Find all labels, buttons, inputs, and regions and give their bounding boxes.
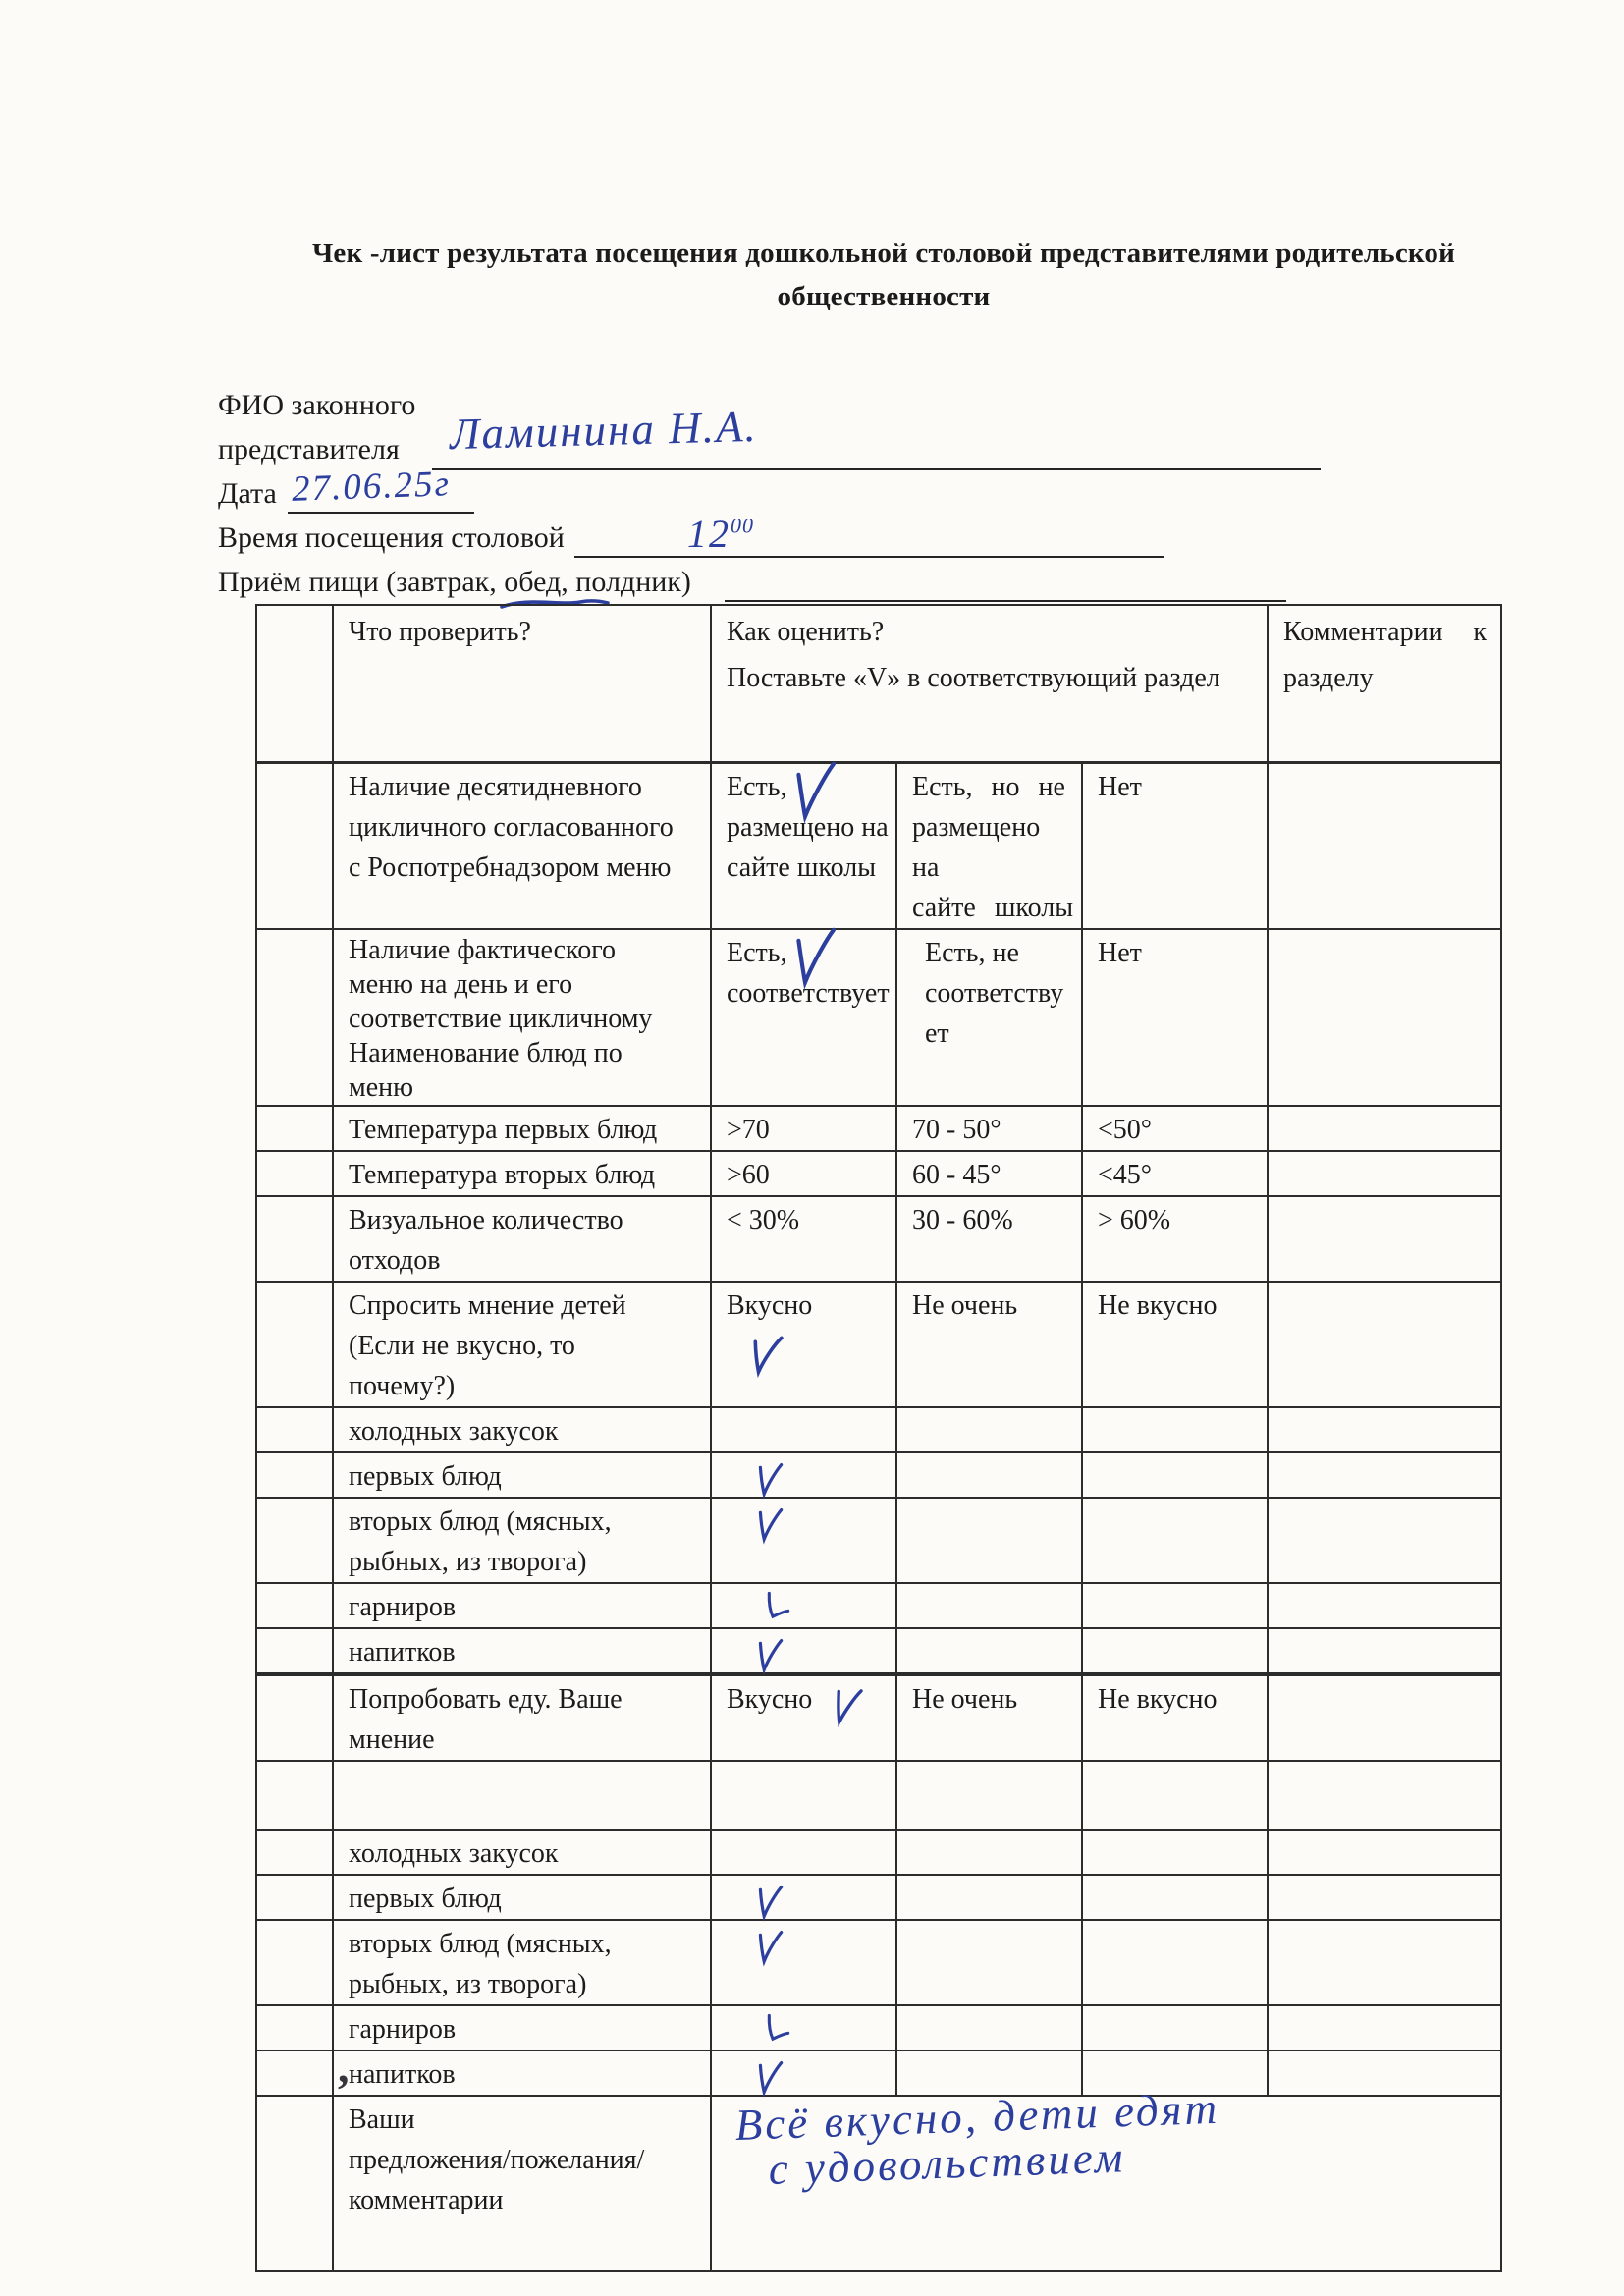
option-cell-opt1 <box>711 1407 896 1452</box>
row-label-cell <box>333 2005 711 2050</box>
option-cell-opt2 <box>896 762 1082 929</box>
cell-text-line: комментарии <box>349 2184 504 2215</box>
fio-label-line1: ФИО законного <box>218 389 416 421</box>
option-cell-opt3 <box>1082 1674 1268 1761</box>
cell-text-line: почему?) <box>349 1370 456 1401</box>
option-cell-opt3 <box>1082 1106 1268 1151</box>
option-cell-opt3 <box>1082 1761 1268 1830</box>
option-cell-opt1 <box>711 1106 896 1151</box>
table-row <box>256 1106 1501 1151</box>
time-label: Время посещения столовой <box>218 521 565 554</box>
option-cell-opt3 <box>1082 1498 1268 1583</box>
row-label-cell <box>333 1761 711 1830</box>
row-index-cell <box>256 1875 333 1920</box>
checkmark-icon <box>758 2011 792 2051</box>
row-index-cell <box>256 1761 333 1830</box>
cell-text-line: отходов <box>349 1244 441 1276</box>
checkmark-icon <box>744 1323 787 1385</box>
comment-cell <box>1268 929 1501 1106</box>
cell-text-line: соответствие цикличному <box>349 1003 653 1034</box>
cell-text-line: цикличного согласованного <box>349 811 674 843</box>
date-handwritten-value: 27.06.25г <box>291 464 452 510</box>
table-row <box>256 2096 1501 2271</box>
option-cell-opt1 <box>711 1674 896 1761</box>
meal-label <box>218 566 691 599</box>
cell-text-line: < 30% <box>727 1204 800 1235</box>
cell-text-line: Наименование блюд по <box>349 1037 623 1068</box>
comment-cell <box>1268 1628 1501 1674</box>
cell-text-line: Спросить мнение детей <box>349 1289 626 1321</box>
row-label-cell <box>333 1920 711 2005</box>
table-row <box>256 1583 1501 1628</box>
cell-text-line: предложения/пожелания/ <box>349 2144 645 2175</box>
comment-cell <box>1268 1452 1501 1498</box>
option-cell-opt3 <box>1082 1920 1268 2005</box>
row-label-cell <box>333 2050 711 2096</box>
option-cell-opt2 <box>896 1920 1082 2005</box>
table-row <box>256 1875 1501 1920</box>
row-label-cell <box>333 1196 711 1282</box>
comment-cell <box>1268 1583 1501 1628</box>
comment-cell <box>1268 1830 1501 1875</box>
cell-text-line: Не очень <box>912 1289 1018 1321</box>
header-how-line2: Поставьте «V» в соответствующий раздел <box>727 663 1220 693</box>
cell-text-line: холодных закусок <box>349 1415 559 1447</box>
option-cell-opt2 <box>896 1151 1082 1196</box>
option-cell-opt1 <box>711 929 896 1106</box>
cell-text-line: первых блюд <box>349 1460 502 1492</box>
table-row <box>256 762 1501 929</box>
row-index-cell <box>256 1407 333 1452</box>
row-index-cell <box>256 1282 333 1407</box>
table-row <box>256 1282 1501 1407</box>
cell-text-line: мнение <box>349 1723 435 1755</box>
cell-text-line: Есть, не <box>925 937 1019 968</box>
option-cell-opt2 <box>896 1452 1082 1498</box>
row-index-cell <box>256 1920 333 2005</box>
cell-text-line: Вкусно <box>727 1289 813 1321</box>
cell-text-line: 30 - 60% <box>912 1204 1013 1235</box>
option-cell-opt3 <box>1082 1830 1268 1875</box>
option-cell-opt2 <box>896 2005 1082 2050</box>
cell-text-line: > 60% <box>1098 1204 1171 1235</box>
option-cell-opt1 <box>711 1196 896 1282</box>
time-handwritten-value: $12^{00}$ <box>687 512 754 556</box>
cell-text-line: >70 <box>727 1114 770 1145</box>
option-cell-opt2 <box>896 1282 1082 1407</box>
option-cell-opt3 <box>1082 1583 1268 1628</box>
option-cell-opt3 <box>1082 1151 1268 1196</box>
cell-text-line: Температура первых блюд <box>349 1114 658 1145</box>
comment-cell <box>1268 2005 1501 2050</box>
cell-text-line: <45° <box>1098 1159 1152 1190</box>
table-row <box>256 1407 1501 1452</box>
cell-text-line: Не вкусно <box>1098 1683 1218 1715</box>
header-comments-line1 <box>1283 609 1494 655</box>
cell-text-line: Ваши <box>349 2104 415 2135</box>
table-row <box>256 1498 1501 1583</box>
cell-text-line: Визуальное количество <box>349 1204 623 1235</box>
header-comments-line2: разделу <box>1283 663 1374 693</box>
row-index-cell <box>256 762 333 929</box>
time-superscript: 00 <box>731 513 754 538</box>
comment-cell <box>1268 762 1501 929</box>
option-cell-opt3 <box>1082 1407 1268 1452</box>
cell-text-line: Есть, но не <box>912 771 1065 802</box>
cell-text-line: Нет <box>1098 937 1142 968</box>
table-row <box>256 1196 1501 1282</box>
cell-text-line: соответствует <box>727 977 890 1009</box>
row-index-cell <box>256 1151 333 1196</box>
table-row <box>256 1151 1501 1196</box>
row-label-cell <box>333 762 711 929</box>
comment-cell <box>1268 1920 1501 2005</box>
header-comments-word2: к <box>1473 617 1487 647</box>
checkmark-icon <box>752 1499 788 1552</box>
handwritten-comment-line2: с удовольствием <box>767 2131 1127 2194</box>
header-index-cell <box>256 605 333 762</box>
comment-cell <box>1268 1875 1501 1920</box>
cell-text-line: первых блюд <box>349 1883 502 1914</box>
cell-text-line: рыбных, из творога) <box>349 1546 587 1577</box>
cell-text-line: соответствует <box>925 977 1064 1049</box>
option-cell-opt1 <box>711 1583 896 1628</box>
option-cell-opt1 <box>711 1498 896 1583</box>
option-cell-opt2 <box>896 1875 1082 1920</box>
option-cell-opt3 <box>1082 1628 1268 1674</box>
row-label-cell <box>333 2096 711 2271</box>
table-row <box>256 2005 1501 2050</box>
cell-text-line: 70 - 50° <box>912 1114 1001 1145</box>
table-header-row <box>256 605 1501 762</box>
cell-text-line: гарниров <box>349 1591 457 1622</box>
header-how-line1: Как оценить? <box>727 617 885 647</box>
row-index-cell <box>256 2005 333 2050</box>
cell-text-line: гарниров <box>349 2013 457 2045</box>
time-field-line <box>574 523 1164 558</box>
option-cell-opt3 <box>1082 1282 1268 1407</box>
table-row <box>256 1761 1501 1830</box>
table-row <box>256 1452 1501 1498</box>
meal-field-line <box>725 568 1286 602</box>
header-how-to-evaluate <box>711 605 1268 762</box>
option-cell-opt2 <box>896 1830 1082 1875</box>
row-label-cell <box>333 1452 711 1498</box>
date-label: Дата <box>218 477 277 510</box>
row-index-cell <box>256 2096 333 2271</box>
row-label-cell <box>333 1583 711 1628</box>
cell-text-line: >60 <box>727 1159 770 1190</box>
cell-text-line: Нет <box>1098 771 1142 802</box>
option-cell-opt3 <box>1082 1875 1268 1920</box>
comment-cell <box>1268 1761 1501 1830</box>
row-label-cell <box>333 1407 711 1452</box>
row-index-cell <box>256 1196 333 1282</box>
header-comments <box>1268 605 1501 762</box>
row-index-cell <box>256 1583 333 1628</box>
cell-text-line: рыбных, из творога) <box>349 1968 587 1999</box>
document-title-line1: Чек -лист результата посещения дошкольной столовой представителями родительской <box>311 238 1456 269</box>
fio-label-line2: представителя <box>218 433 400 465</box>
document-title-line2: общественности <box>777 281 991 312</box>
cell-text-line: Попробовать еду. Ваше <box>349 1683 623 1715</box>
handwritten-comment-line1: Всё вкусно, дети едят <box>733 2083 1220 2150</box>
option-cell-opt2 <box>896 1674 1082 1761</box>
cell-text-line: размещено на <box>727 811 889 843</box>
document-title <box>255 232 1512 318</box>
cell-text-line: меню <box>349 1071 414 1103</box>
row-label-cell <box>333 1282 711 1407</box>
cell-text-line: напитков <box>349 2058 456 2090</box>
option-cell-opt2 <box>896 1196 1082 1282</box>
option-cell-opt2 <box>896 1106 1082 1151</box>
option-cell-opt1 <box>711 1452 896 1498</box>
cell-text-line: напитков <box>349 1636 456 1667</box>
option-cell-opt2 <box>896 1498 1082 1583</box>
comment-cell <box>1268 1151 1501 1196</box>
row-index-cell <box>256 2050 333 2096</box>
option-cell-opt1 <box>711 1282 896 1407</box>
cell-text-line: меню на день и его <box>349 968 573 1000</box>
cell-text-line: Есть, <box>727 937 787 968</box>
cell-text-line: Не очень <box>912 1683 1018 1715</box>
row-label-cell <box>333 1628 711 1674</box>
meal-word-underlined: обед <box>504 566 561 598</box>
cell-text-line: Температура вторых блюд <box>349 1159 656 1190</box>
table-row <box>256 929 1501 1106</box>
option-cell-opt1 <box>711 1830 896 1875</box>
table-row <box>256 1830 1501 1875</box>
option-cell-opt1 <box>711 1151 896 1196</box>
row-index-cell <box>256 929 333 1106</box>
option-cell-opt3 <box>1082 2005 1268 2050</box>
row-label-cell <box>333 1875 711 1920</box>
row-index-cell <box>256 1452 333 1498</box>
cell-text-line: (Если не вкусно, то <box>349 1330 575 1361</box>
cell-text-line: вторых блюд (мясных, <box>349 1505 612 1537</box>
cell-text-line: Наличие фактического <box>349 934 616 965</box>
row-label-cell <box>333 1830 711 1875</box>
cell-text-line: холодных закусок <box>349 1837 559 1869</box>
row-label-cell <box>333 929 711 1106</box>
row-index-cell <box>256 1674 333 1761</box>
row-label-cell <box>333 1106 711 1151</box>
option-cell-opt1 <box>711 762 896 929</box>
option-cell-opt2 <box>896 1583 1082 1628</box>
option-cell-opt1 <box>711 1875 896 1920</box>
option-cell-opt2 <box>896 929 1082 1106</box>
comment-cell <box>1268 1106 1501 1151</box>
option-cell-opt3 <box>1082 1452 1268 1498</box>
option-cell-opt1 <box>711 1761 896 1830</box>
row-label-cell <box>333 1498 711 1583</box>
option-cell-opt3 <box>1082 762 1268 929</box>
row-index-cell <box>256 1106 333 1151</box>
table-row <box>256 1920 1501 2005</box>
row-index-cell <box>256 1628 333 1674</box>
cell-text-line: размещено на <box>912 811 1041 883</box>
fio-handwritten-value: Ламинина Н.А. <box>449 401 759 460</box>
meal-label-suffix: , полдник) <box>561 566 691 598</box>
cell-text-line: Не вкусно <box>1098 1289 1218 1321</box>
cell-text-line: с Роспотребнадзором меню <box>349 851 672 883</box>
cell-text-line: Есть, <box>727 771 787 802</box>
option-cell-opt1 <box>711 1920 896 2005</box>
cell-text-line: 60 - 45° <box>912 1159 1001 1190</box>
cell-text-line: Вкусно <box>727 1683 813 1715</box>
header-what-to-check: Что проверить? <box>333 605 711 762</box>
option-cell-opt1 <box>711 1628 896 1674</box>
row-label-cell <box>333 1674 711 1761</box>
option-cell-opt2 <box>896 1628 1082 1674</box>
option-cell-opt2 <box>896 1407 1082 1452</box>
cell-text-line: <50° <box>1098 1114 1152 1145</box>
table-row <box>256 1674 1501 1761</box>
cell-text-line: сайте школы <box>727 851 877 883</box>
row-index-cell <box>256 1830 333 1875</box>
cell-text-line: вторых блюд (мясных, <box>349 1928 612 1959</box>
checkmark-icon <box>758 1589 792 1629</box>
checkmark-icon <box>752 1921 788 1974</box>
checklist-table <box>255 604 1502 2272</box>
option-cell-opt2 <box>896 1761 1082 1830</box>
row-index-cell <box>256 1498 333 1583</box>
comment-cell <box>1268 1674 1501 1761</box>
header-comments-word1: Комментарии <box>1283 617 1443 647</box>
cell-text-line: Наличие десятидневного <box>349 771 642 802</box>
handwritten-comment-cell <box>711 2083 1501 2271</box>
option-cell-opt3 <box>1082 1196 1268 1282</box>
cell-text-line: сайте школы <box>912 892 1074 923</box>
row-label-cell <box>333 1151 711 1196</box>
comment-cell <box>1268 1196 1501 1282</box>
table-row <box>256 1628 1501 1674</box>
option-cell-opt1 <box>711 2050 896 2096</box>
stray-ink-mark: , <box>338 2042 350 2092</box>
comment-cell <box>1268 1407 1501 1452</box>
option-cell-opt1 <box>711 2005 896 2050</box>
meal-label-prefix: Приём пищи (завтрак, <box>218 566 505 598</box>
comment-cell <box>1268 1282 1501 1407</box>
comment-cell <box>1268 1498 1501 1583</box>
option-cell-opt3 <box>1082 929 1268 1106</box>
